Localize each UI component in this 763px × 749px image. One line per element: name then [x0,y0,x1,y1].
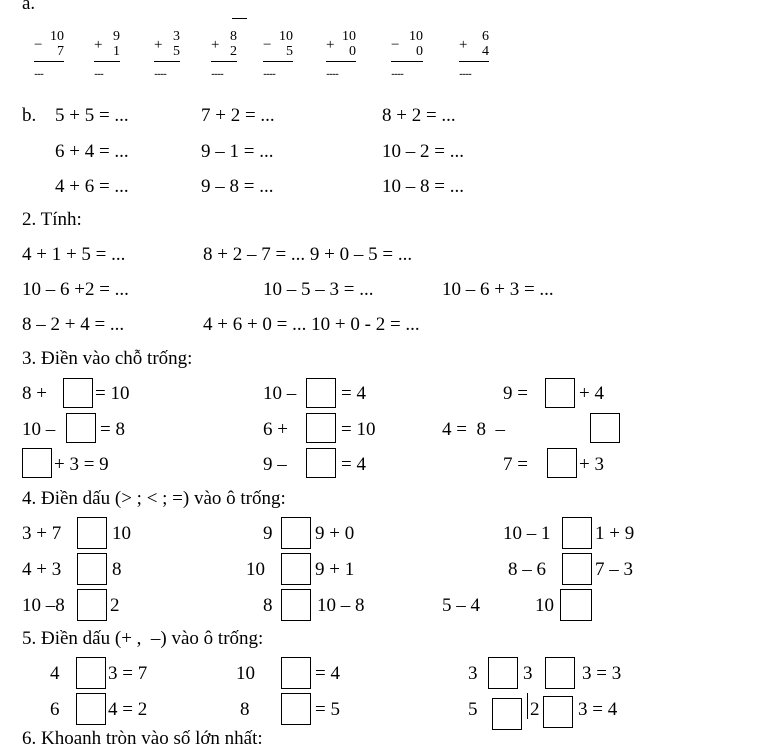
sum-line [211,61,237,62]
s3-r3-c: = 4 [341,454,366,475]
answer-box[interactable] [545,657,575,689]
operator-sign: − [391,37,400,53]
s3-r1-c: 10 – [263,383,297,404]
s4-r1-f: 1 + 9 [595,523,635,544]
s5-r1-b: 3 = 7 [108,663,148,684]
s4-r1-d: 9 + 0 [315,523,355,544]
sum-line [34,61,64,62]
answer-box[interactable] [77,589,107,621]
answer-dots: ........ [263,67,275,78]
s3-r2-e: 4 = 8 – [442,419,505,440]
s3-r3-e: + 3 [579,454,604,475]
sum-line [391,61,423,62]
s5-r1-d: = 4 [315,663,340,684]
s3-r2-c: 6 + [263,419,288,440]
section-4-title: 4. Điền dấu (> ; < ; =) vào ô trống: [22,488,286,509]
bottom-number: 0 [349,44,356,59]
operator-sign: + [154,37,163,53]
s3-r3-a: + 3 = 9 [54,454,109,475]
section-b-label: b. [22,105,37,126]
answer-box[interactable] [547,448,577,478]
answer-box[interactable] [488,657,518,689]
answer-box[interactable] [590,413,620,443]
s5-r2-g: 3 = 4 [578,699,618,720]
answer-dots: ...... [34,67,43,78]
s2-r2-c1: 10 – 6 +2 = ... [22,279,129,300]
answer-box[interactable] [76,657,106,689]
bottom-number: 7 [57,44,64,59]
s3-r3-d: 7 = [503,454,528,475]
b-r2-c2: 9 – 1 = ... [201,141,274,162]
top-number: 3 [173,29,180,44]
s5-r2-a: 6 [50,699,60,720]
answer-dots: ........ [211,67,223,78]
vertical-problem [94,30,120,80]
s4-r2-e: 8 – 6 [508,559,546,580]
sum-line [263,61,293,62]
answer-box[interactable] [77,517,107,549]
s4-r2-d: 9 + 1 [315,559,355,580]
cursor-mark [527,693,528,719]
operator-sign: + [326,37,335,53]
section-5-title: 5. Điền dấu (+ , –) vào ô trống: [22,628,264,649]
answer-dots: ...... [94,67,103,78]
vertical-problem [211,30,237,80]
s4-r3-f: 10 [535,595,554,616]
answer-box[interactable] [66,413,96,443]
sum-line [94,61,120,62]
vertical-problem [263,30,293,80]
answer-box[interactable] [77,553,107,585]
s4-r3-c: 8 [263,595,273,616]
operator-sign: − [263,37,272,53]
answer-box[interactable] [545,378,575,408]
s2-r1-c2: 8 + 2 – 7 = ... 9 + 0 – 5 = ... [203,244,413,265]
s5-r1-g: 3 = 3 [582,663,622,684]
section-3-title: 3. Điền vào chỗ trống: [22,348,193,369]
answer-dots: ........ [326,67,338,78]
s5-r1-e: 3 [468,663,478,684]
s3-r2-a: 10 – [22,419,56,440]
answer-box[interactable] [281,657,311,689]
sum-line [459,61,489,62]
answer-box[interactable] [76,693,106,725]
answer-dots: ........ [154,67,166,78]
s3-r1-d: = 4 [341,383,366,404]
answer-box[interactable] [306,448,336,478]
s5-r1-c: 10 [236,663,255,684]
answer-box[interactable] [306,378,336,408]
bottom-number: 0 [416,44,423,59]
vertical-problem [154,30,180,80]
answer-box[interactable] [562,553,592,585]
s3-r2-b: = 8 [100,419,125,440]
s4-r2-c: 10 [246,559,265,580]
answer-box[interactable] [63,378,93,408]
answer-box[interactable] [306,413,336,443]
vertical-problem [34,30,64,80]
answer-dots: ........ [391,67,403,78]
top-number: 9 [113,29,120,44]
s4-r2-a: 4 + 3 [22,559,62,580]
answer-box[interactable] [281,693,311,725]
top-number: 10 [279,29,293,44]
s5-r1-a: 4 [50,663,60,684]
bottom-number: 5 [286,44,293,59]
b-r3-c2: 9 – 8 = ... [201,176,274,197]
operator-sign: + [94,37,103,53]
bottom-number: 2 [230,44,237,59]
s4-r3-d: 10 – 8 [317,595,365,616]
s3-r3-b: 9 – [263,454,287,475]
sum-line [154,61,180,62]
s3-r1-f: + 4 [579,383,604,404]
s4-r3-b: 2 [110,595,120,616]
operator-sign: + [459,37,468,53]
answer-box[interactable] [281,589,311,621]
answer-box[interactable] [281,517,311,549]
section-a-label: a. [22,0,36,14]
s2-r1-c1: 4 + 1 + 5 = ... [22,244,126,265]
vertical-problem [391,30,423,80]
top-number: 10 [409,29,423,44]
bottom-number: 1 [113,44,120,59]
section-2-title: 2. Tính: [22,209,82,230]
b-r1-c2: 7 + 2 = ... [201,105,275,126]
s5-r2-b: 4 = 2 [108,699,148,720]
s5-r2-c: 8 [240,699,250,720]
s5-r1-f: 3 [523,663,533,684]
top-number: 8 [230,29,237,44]
s5-r2-e: 5 [468,699,478,720]
s4-r3-e: 5 – 4 [442,595,480,616]
b-r2-c1: 6 + 4 = ... [55,141,129,162]
b-r3-c3: 10 – 8 = ... [382,176,464,197]
answer-box[interactable] [560,589,592,621]
b-r1-c3: 8 + 2 = ... [382,105,456,126]
s4-r1-e: 10 – 1 [503,523,551,544]
b-r1-c1: 5 + 5 = ... [55,105,129,126]
s4-r1-c: 9 [263,523,273,544]
s4-r3-a: 10 –8 [22,595,65,616]
vertical-problem [326,30,356,80]
s4-r1-b: 10 [112,523,131,544]
s5-r2-f: 2 [530,699,540,720]
bottom-number: 5 [173,44,180,59]
answer-box[interactable] [543,696,573,728]
b-r2-c3: 10 – 2 = ... [382,141,464,162]
bottom-number: 4 [482,44,489,59]
s4-r1-a: 3 + 7 [22,523,62,544]
s3-r2-d: = 10 [341,419,376,440]
top-number: 6 [482,29,489,44]
answer-box[interactable] [492,698,522,730]
top-number: 10 [342,29,356,44]
s2-r3-c1: 8 – 2 + 4 = ... [22,314,125,335]
answer-box[interactable] [22,448,52,478]
s2-r2-c3: 10 – 6 + 3 = ... [442,279,554,300]
sum-line [326,61,356,62]
vertical-problem [459,30,489,80]
b-r3-c1: 4 + 6 = ... [55,176,129,197]
overbar-mark [232,18,247,19]
top-number: 10 [50,29,64,44]
s4-r2-f: 7 – 3 [595,559,633,580]
s3-r1-b: = 10 [95,383,130,404]
s3-r1-e: 9 = [503,383,528,404]
s2-r3-c2: 4 + 6 + 0 = ... 10 + 0 - 2 = ... [203,314,420,335]
operator-sign: + [211,37,220,53]
answer-dots: ........ [459,67,471,78]
section-6-title: 6. Khoanh tròn vào số lớn nhất: [22,728,263,749]
s3-r1-a: 8 + [22,383,47,404]
s5-r2-d: = 5 [315,699,340,720]
s4-r2-b: 8 [112,559,122,580]
answer-box[interactable] [562,517,592,549]
s2-r2-c2: 10 – 5 – 3 = ... [263,279,374,300]
operator-sign: − [34,37,43,53]
answer-box[interactable] [281,553,311,585]
